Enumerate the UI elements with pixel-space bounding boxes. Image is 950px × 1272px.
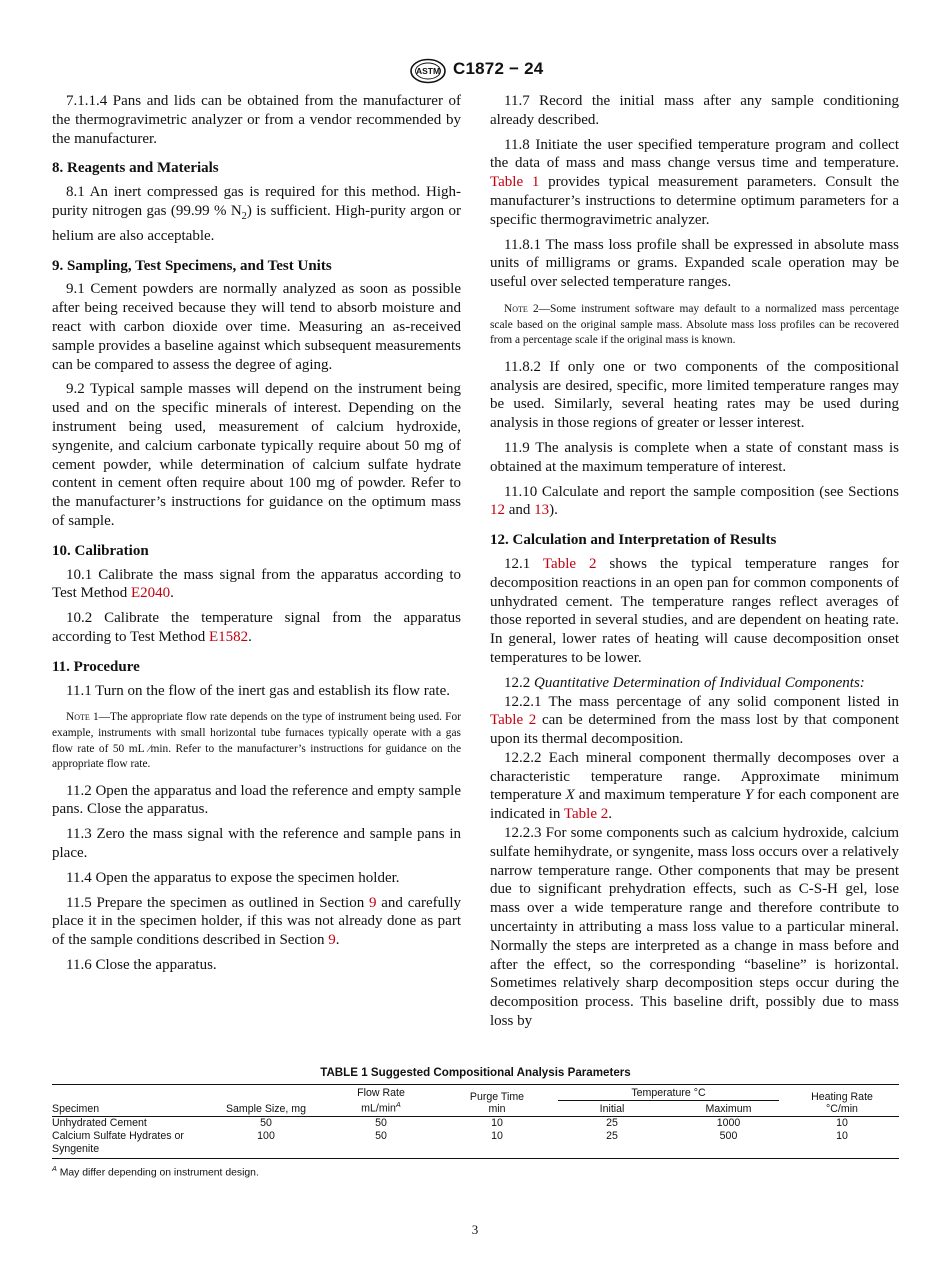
cell-flow-rate: 50 — [320, 1130, 442, 1159]
link-section-12[interactable]: 12 — [490, 502, 505, 519]
document-designation: C1872 − 24 — [453, 59, 544, 78]
section-heading-9: 9. Sampling, Test Specimens, and Test Units — [52, 257, 332, 274]
link-e1582[interactable]: E1582 — [208, 628, 249, 645]
paragraph-12-1: 12.1 Table 2 shows the typical temperature ranges for decomposition reactions in an open pan for common components of unhydrated cement. The temperature ranges reflect averages of those reported in several studies, and are dependent on heating rate. In general, lower rates of heating will cause decomposition onset temperatures to be lower. — [490, 555, 899, 666]
paragraph-9-1: 9.1 Cement powders are normally analyzed as soon as possible after being received because they will tend to absorb moisture and react with carbon dioxide over time. Measuring an as-received sample provides a baseline against which subsequent measurements can be compared to assess the degree of aging. — [52, 281, 461, 373]
link-section-13[interactable]: 13 — [534, 502, 550, 519]
col-header-sample-size: Sample Size, mg — [212, 1085, 320, 1117]
table-row — [52, 1117, 899, 1131]
page-header — [0, 58, 950, 82]
cell-purge-time: 10 — [442, 1130, 552, 1159]
note-2: Note 2—Some instrument software may default to a normalized mass percentage scale based on the original sample mass. Absolute mass loss profiles can be recovered from a percentage scale if the original mass is known. — [490, 302, 899, 347]
table-footnote: $^A$ May differ depending on instrument design. — [52, 1164, 259, 1179]
paragraph-7-1-1-4: 7.1.1.4 Pans and lids can be obtained from the manufacturer of the thermogravimetric analyzer or from a vendor recommended by the manufacturer. — [52, 93, 461, 147]
logo-text: ASTM — [415, 66, 441, 77]
paragraph-12-2: 12.2 Quantitative Determination of Individual Components: — [504, 674, 865, 691]
paragraph-11-8-1: 11.8.1 The mass loss profile shall be expressed in absolute mass units of milligrams or grams. Expanded scale operation may be useful over selected temperature ranges. — [490, 236, 899, 291]
cell-heating-rate: 10 — [785, 1130, 899, 1159]
col-header-specimen: Specimen — [52, 1085, 212, 1117]
table-row — [52, 1130, 899, 1159]
paragraph-11-8: 11.8 Initiate the user specified temperature program and collect the data of mass and mass change versus time and temperature. Table 1 provides typical measurement parameters. Consult the manufacturer’s instructions to determine optimum parameters for a specific thermogravimetric analyzer. — [490, 136, 899, 228]
parameters-table — [52, 1084, 899, 1159]
paragraph-10-1: 10.1 Calibrate the mass signal from the apparatus according to Test Method E2040. — [52, 566, 461, 602]
section-heading-8: 8. Reagents and Materials — [52, 160, 219, 177]
cell-maximum-temp: 500 — [672, 1130, 785, 1159]
paragraph-12-2-3: 12.2.3 For some components such as calcium hydroxide, calcium sulfate hemihydrate, or syngenite, mass loss occurs over a relatively narrow temperature range. Other components that may be present due to significant prehydration effects, such as C-S-H gel, lose mass over a wide temperature range and therefore contribute to uncertainty in attributing a mass loss value to a particular mineral. Normally the steps are interpreted as a change in mass before and after the effect, so the corresponding “baseline” is horizontal. Sometimes relatively sharp decomposition steps occur during the decomposition process. This baseline drift, possibly due to mass loss by — [490, 825, 899, 1030]
paragraph-11-6: 11.6 Close the apparatus. — [66, 957, 217, 974]
paragraph-11-10: 11.10 Calculate and report the sample composition (see Sections 12 and 13). — [490, 483, 899, 519]
paragraph-12-2-2: 12.2.2 Each mineral component thermally decomposes over a characteristic temperature range. Approximate minimum temperature X and maximum temperature Y for each component are indicated in Table 2. — [490, 749, 899, 823]
cell-purge-time: 10 — [491, 1117, 503, 1129]
cell-heating-rate: 10 — [836, 1117, 848, 1129]
page-number: 3 — [471, 1222, 479, 1237]
astm-logo-icon — [408, 58, 448, 84]
col-header-initial: Initial — [552, 1101, 672, 1117]
link-table-2[interactable]: Table 2 — [542, 555, 597, 572]
link-e2040[interactable]: E2040 — [130, 585, 171, 602]
paragraph-11-1: 11.1 Turn on the flow of the inert gas and establish its flow rate. — [66, 682, 450, 699]
cell-initial-temp: 25 — [606, 1117, 618, 1129]
paragraph-11-7: 11.7 Record the initial mass after any sample conditioning already described. — [490, 93, 899, 128]
paragraph-11-4: 11.4 Open the apparatus to expose the specimen holder. — [66, 869, 400, 886]
cell-specimen: Unhydrated Cement — [52, 1117, 147, 1129]
link-table-2-second[interactable]: Table 2 — [490, 712, 537, 729]
left-column — [52, 92, 461, 981]
paragraph-8-1: 8.1 An inert compressed gas is required for this method. High-purity nitrogen gas (99.99 % $N_2$) is sufficient. High-purity argon or helium are also acceptable. — [52, 184, 461, 244]
right-column — [490, 92, 899, 1031]
link-section-9[interactable]: 9 — [368, 894, 377, 911]
cell-specimen: Calcium Sulfate Hydrates or Syngenite — [52, 1130, 212, 1159]
section-heading-11: 11. Procedure — [52, 658, 140, 675]
col-header-flow-rate: Flow Rate $mL/\min^A$ — [320, 1085, 442, 1117]
cell-sample-size: 50 — [260, 1117, 272, 1129]
paragraph-11-9: 11.9 The analysis is complete when a state of constant mass is obtained at the maximum temperature of interest. — [490, 439, 899, 475]
paragraph-11-8-2: 11.8.2 If only one or two components of the compositional analysis are desired, specific, more limited temperature ranges may be used. Similarly, several heating rates may be used during analysis in those regions of greater or lesser interest. — [490, 358, 899, 432]
col-header-maximum: Maximum — [672, 1101, 785, 1117]
link-table-2-third[interactable]: Table 2 — [563, 806, 609, 823]
paragraph-11-2: 11.2 Open the apparatus and load the reference and empty sample pans. Close the apparatus. — [52, 782, 461, 818]
link-table-1[interactable]: Table 1 — [490, 174, 540, 191]
cell-sample-size: 100 — [212, 1130, 320, 1159]
table-1 — [52, 1066, 899, 1178]
link-section-9-second[interactable]: 9 — [328, 932, 336, 949]
col-header-heating-rate: Heating Rate °C/min — [785, 1085, 899, 1117]
section-heading-10: 10. Calibration — [52, 542, 149, 559]
section-heading-12: 12. Calculation and Interpretation of Results — [490, 532, 777, 549]
cell-maximum-temp: 1000 — [716, 1117, 741, 1129]
paragraph-10-2: 10.2 Calibrate the temperature signal from the apparatus according to Test Method E1582. — [52, 610, 461, 645]
paragraph-9-2: 9.2 Typical sample masses will depend on the instrument being used and on the specific minerals of interest. Depending on the instrument being used, measurement of calcium hydroxide, syngenite, and calcium carbonate typically require about 50 mg of cement powder, while determination of calcium sulfate hydrate content in cement often require about 100 mg of powder. Refer to the manufacturer’s instructions for guidance on the optimum mass of sample. — [52, 381, 461, 529]
note-1: Note 1—The appropriate flow rate depends on the type of instrument being used. For example, instruments with small horizontal tube furnaces typically operate with a gas flow rate of 50 mL ⁄min. Refer to the manufacturer’s instructions for guidance on the appropriate flow rate. — [52, 711, 461, 771]
col-header-purge-time: Purge Time min — [442, 1085, 552, 1117]
paragraph-12-2-1: 12.2.1 The mass percentage of any solid component listed in Table 2 can be determined from the mass lost by that component upon its thermal decomposition. — [490, 693, 899, 748]
paragraph-11-3: 11.3 Zero the mass signal with the reference and sample pans in place. — [52, 826, 461, 862]
cell-initial-temp: 25 — [552, 1130, 672, 1159]
col-header-temperature: Temperature °C — [552, 1085, 785, 1102]
cell-flow-rate: 50 — [375, 1117, 387, 1129]
table-title: TABLE 1 Suggested Compositional Analysis Parameters — [320, 1066, 631, 1079]
paragraph-11-5: 11.5 Prepare the specimen as outlined in Section 9 and carefully place it in the specimen holder, if this was not already done as part of the sample conditions described in Section 9. — [52, 894, 461, 949]
